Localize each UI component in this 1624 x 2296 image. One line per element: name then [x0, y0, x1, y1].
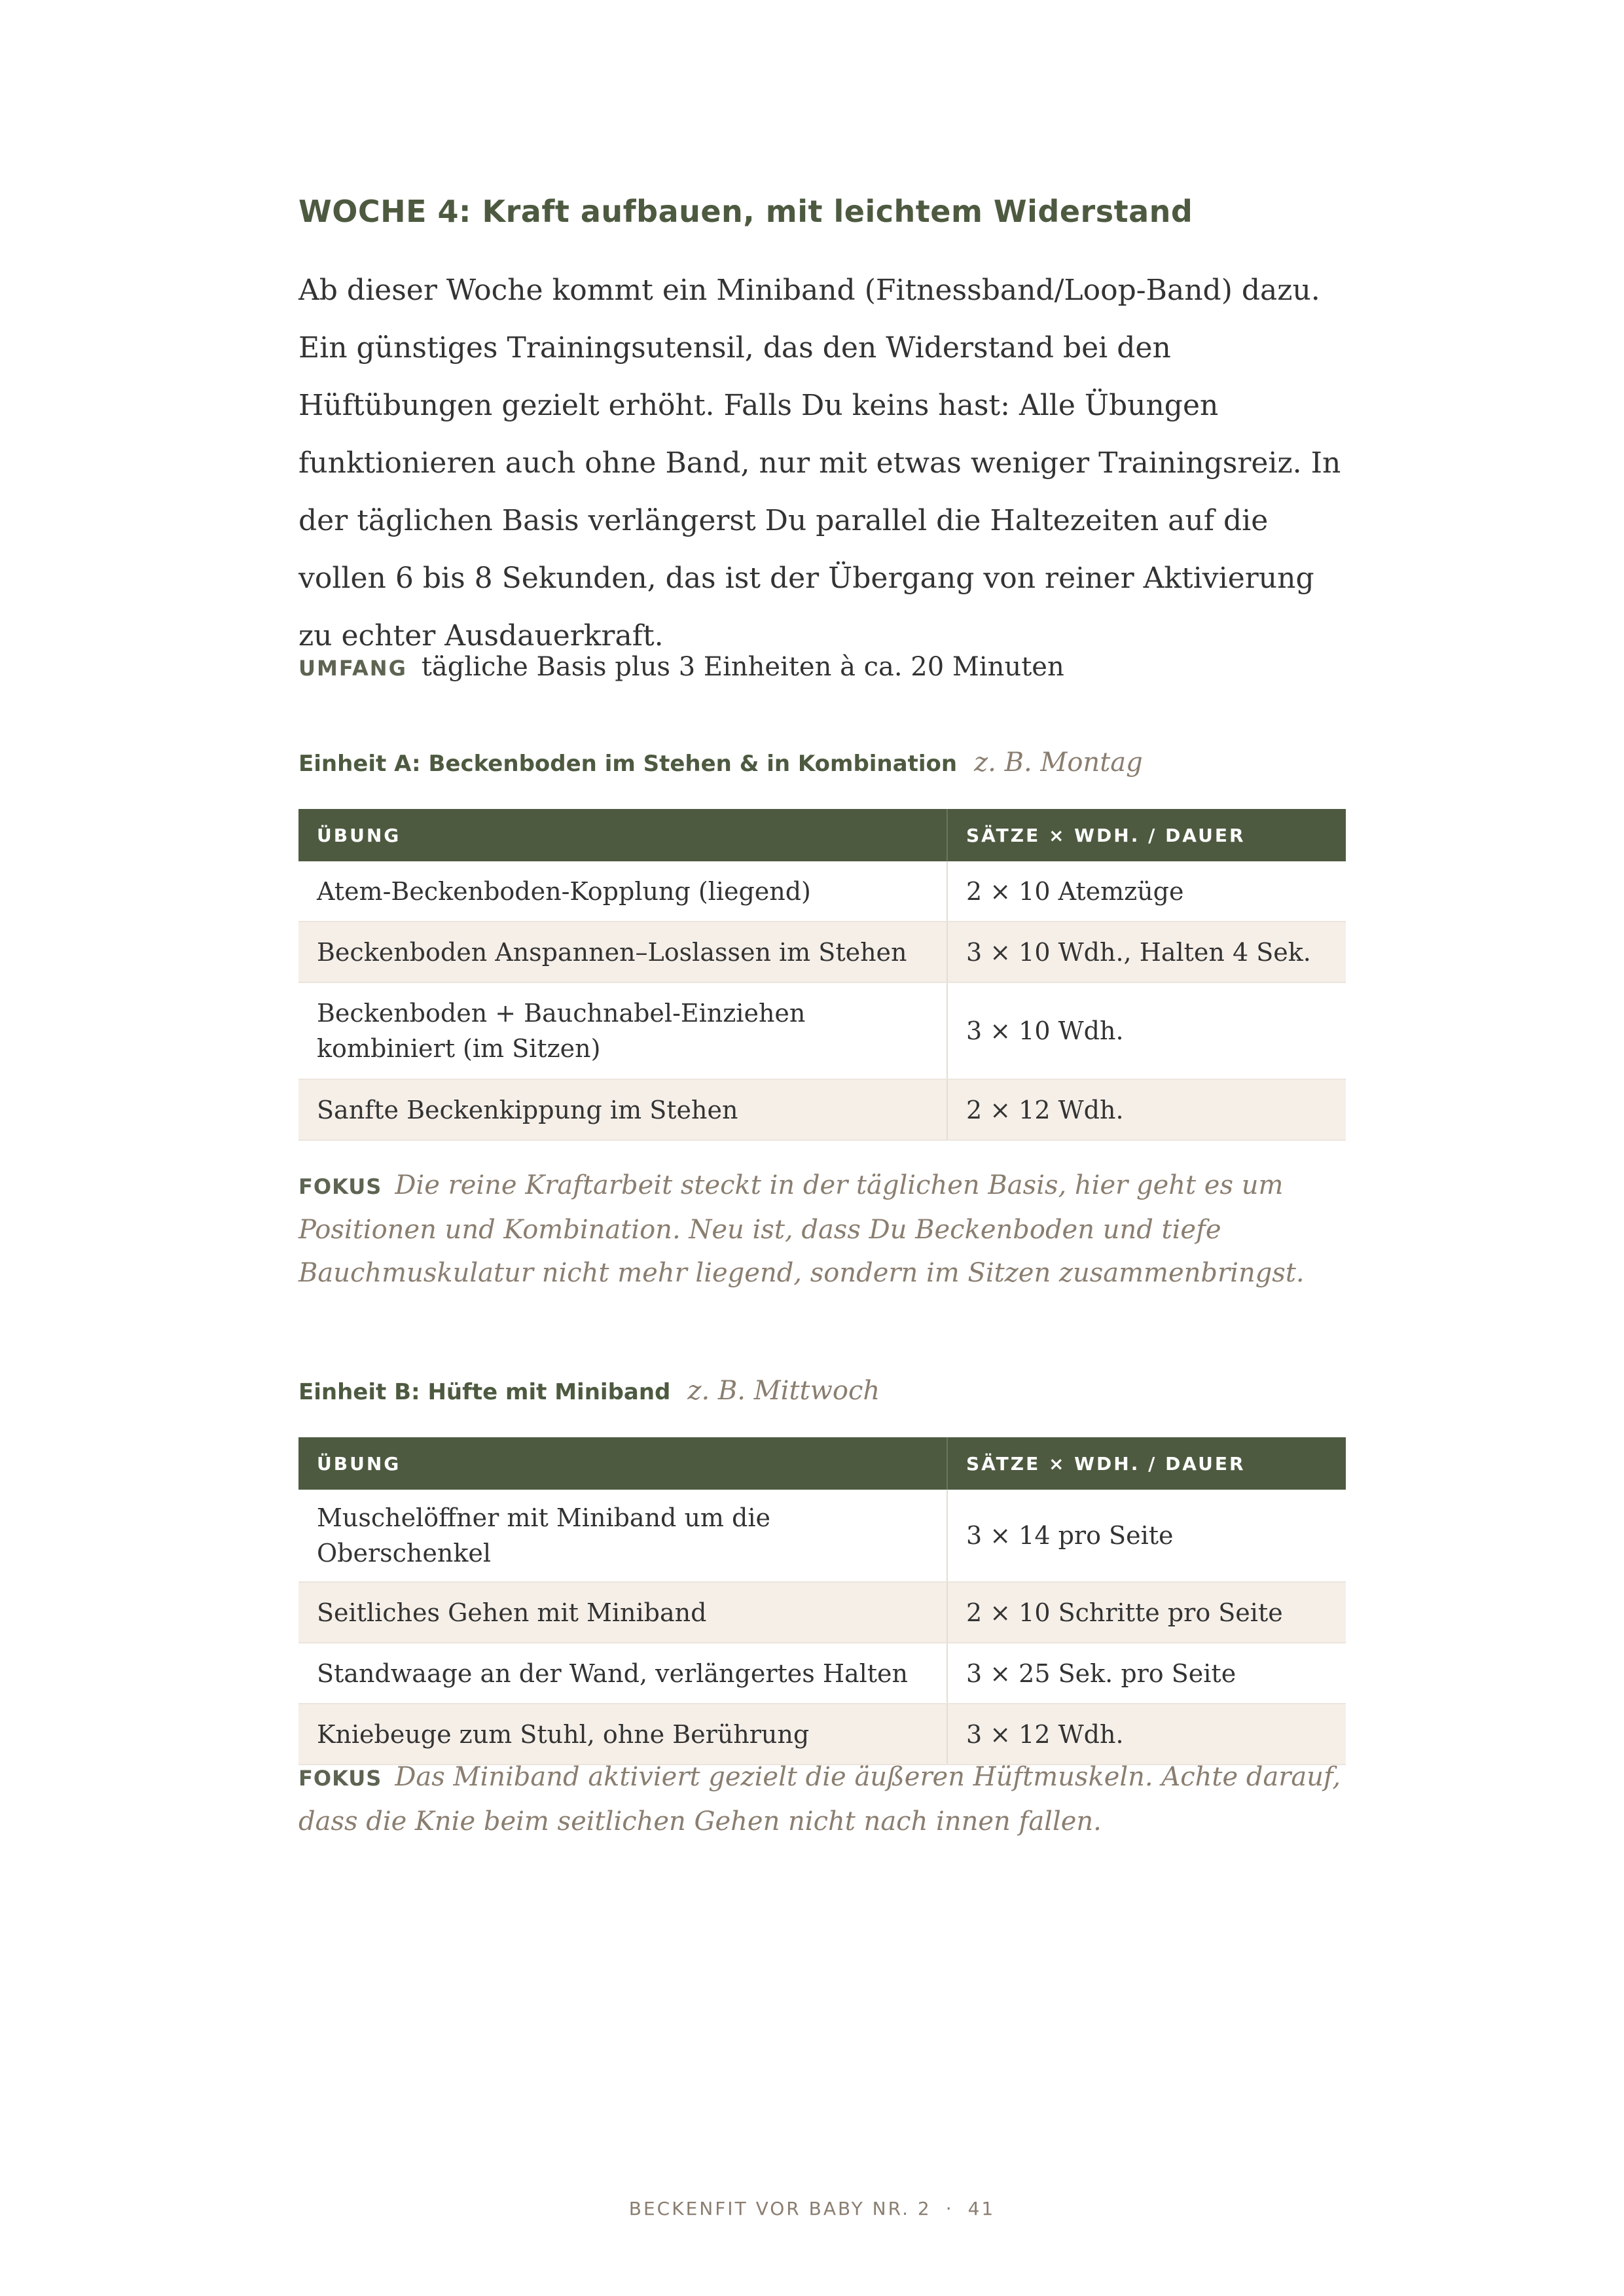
exercise-cell: Beckenboden Anspannen–Loslassen im Stehen — [298, 922, 947, 982]
header-dose: SÄTZE × WDH. / DAUER — [947, 1437, 1346, 1490]
dose-cell: 3 × 10 Wdh., Halten 4 Sek. — [947, 922, 1346, 982]
exercise-cell: Seitliches Gehen mit Miniband — [298, 1582, 947, 1643]
table-row — [298, 861, 1346, 922]
umfang-value: tägliche Basis plus 3 Einheiten à ca. 20 Minuten — [421, 652, 1064, 682]
unit-a-fokus — [298, 1164, 1346, 1295]
dose-cell: 2 × 10 Atemzüge — [947, 861, 1346, 922]
dose-cell: 3 × 14 pro Seite — [947, 1490, 1346, 1582]
table-row — [298, 1079, 1346, 1140]
footer-title: BECKENFIT VOR BABY NR. 2 — [628, 2198, 931, 2219]
table-row — [298, 982, 1346, 1079]
footer-separator: · — [945, 2198, 954, 2219]
table-row — [298, 1490, 1346, 1582]
unit-a-table — [298, 809, 1346, 1141]
week-heading: WOCHE 4: Kraft aufbauen, mit leichtem Widerstand — [298, 194, 1193, 229]
header-dose: SÄTZE × WDH. / DAUER — [947, 809, 1346, 861]
exercise-cell: Muschelöffner mit Miniband um die Oberschenkel — [298, 1490, 947, 1582]
unit-b-name: Einheit B: Hüfte mit Miniband — [298, 1379, 671, 1405]
fokus-text: Das Miniband aktiviert gezielt die äußeren Hüftmuskeln. Achte darauf, dass die Knie beim seitlichen Gehen nicht nach innen fallen. — [298, 1762, 1341, 1837]
umfang-line — [298, 652, 1064, 682]
header-exercise: ÜBUNG — [298, 809, 947, 861]
unit-a-name: Einheit A: Beckenboden im Stehen & in Kombination — [298, 751, 958, 777]
exercise-cell: Beckenboden + Bauchnabel-Einziehen kombiniert (im Sitzen) — [298, 982, 947, 1079]
exercise-cell: Atem-Beckenboden-Kopplung (liegend) — [298, 861, 947, 922]
unit-a-day: z. B. Montag — [974, 747, 1143, 778]
fokus-label: FOKUS — [298, 1766, 382, 1791]
dose-cell: 3 × 25 Sek. pro Seite — [947, 1643, 1346, 1704]
dose-cell: 3 × 12 Wdh. — [947, 1704, 1346, 1765]
unit-a-title — [298, 747, 1143, 778]
fokus-label: FOKUS — [298, 1174, 382, 1199]
unit-b-day: z. B. Mittwoch — [687, 1376, 880, 1406]
exercise-cell: Sanfte Beckenkippung im Stehen — [298, 1079, 947, 1140]
dose-cell: 2 × 10 Schritte pro Seite — [947, 1582, 1346, 1643]
dose-cell: 3 × 10 Wdh. — [947, 982, 1346, 1079]
umfang-label: UMFANG — [298, 656, 407, 681]
page-number: 41 — [967, 2198, 996, 2219]
table-row — [298, 1582, 1346, 1643]
dose-cell: 2 × 12 Wdh. — [947, 1079, 1346, 1140]
table-row — [298, 1643, 1346, 1704]
exercise-cell: Standwaage an der Wand, verlängertes Halten — [298, 1643, 947, 1704]
header-exercise: ÜBUNG — [298, 1437, 947, 1490]
unit-b-fokus — [298, 1755, 1346, 1843]
unit-b-title — [298, 1376, 880, 1406]
page-footer — [0, 2198, 1624, 2219]
fokus-text: Die reine Kraftarbeit steckt in der täglichen Basis, hier geht es um Positionen und Kombination. Neu ist, dass Du Beckenboden und tiefe Bauchmuskulatur nicht mehr liegend, sondern im Sitzen zusammenbringst. — [298, 1170, 1305, 1288]
exercise-cell: Kniebeuge zum Stuhl, ohne Berührung — [298, 1704, 947, 1765]
table-header-row — [298, 809, 1346, 861]
intro-paragraph: Ab dieser Woche kommt ein Miniband (Fitnessband/Loop-Band) dazu. Ein günstiges Trainingsutensil, das den Widerstand bei den Hüftübungen gezielt erhöht. Falls Du keins hast: Alle Übungen funktionieren auch ohne Band, nur mit etwas weniger Trainingsreiz. In der täglichen Basis verlängerst Du parallel die Haltezeiten auf die vollen 6 bis 8 Sekunden, das ist der Übergang von reiner Aktivierung zu echter Ausdauerkraft. — [298, 274, 1341, 653]
table-header-row — [298, 1437, 1346, 1490]
table-row — [298, 922, 1346, 982]
unit-b-table — [298, 1437, 1346, 1765]
